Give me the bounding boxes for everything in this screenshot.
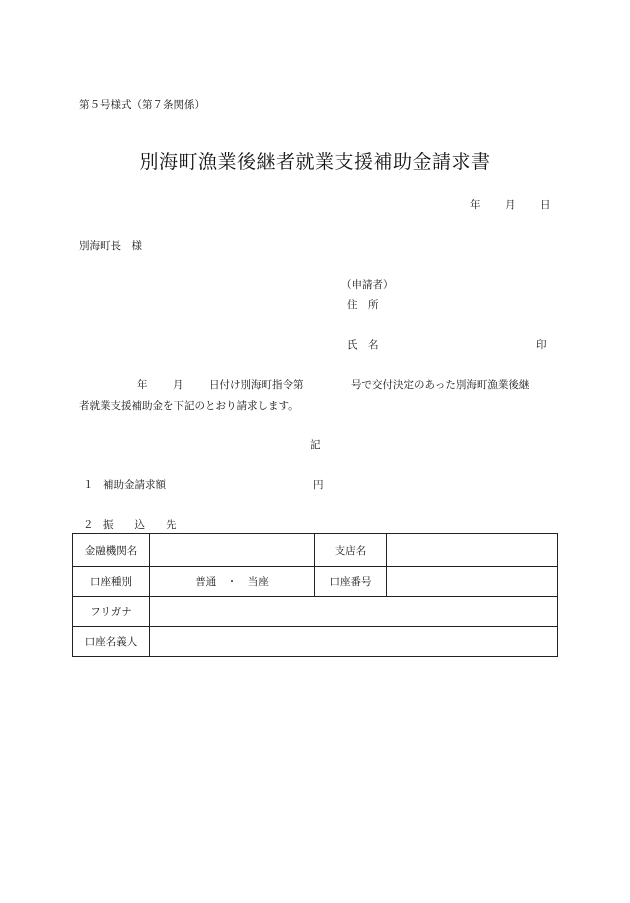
ki-heading: 記 [310, 439, 321, 451]
name-label: 氏 名 [347, 339, 379, 351]
table-row [73, 597, 558, 627]
table-row [73, 627, 558, 657]
page-title: 別海町漁業後継者就業支援補助金請求書 [139, 151, 491, 173]
seal-mark: 印 [536, 339, 547, 351]
account-number-field[interactable] [387, 567, 558, 597]
institution-field[interactable] [150, 534, 315, 567]
item-2-label: 振 込 先 [103, 519, 177, 531]
branch-label: 支店名 [315, 534, 387, 567]
body-day-ref: 日付け別海町指令第 [209, 379, 304, 391]
item-2-number: ２ [83, 519, 94, 531]
account-type-options[interactable]: 普通 ・ 当座 [150, 567, 315, 597]
table-row [73, 534, 558, 567]
form-number: 第５号様式（第７条関係） [79, 99, 205, 111]
body-year: 年 [137, 379, 148, 391]
item-1-label: 補助金請求額 [103, 479, 166, 491]
branch-field[interactable] [387, 534, 558, 567]
furigana-label: フリガナ [73, 597, 150, 627]
account-holder-label: 口座名義人 [73, 627, 150, 657]
furigana-field[interactable] [150, 597, 558, 627]
account-number-label: 口座番号 [315, 567, 387, 597]
date-day-label: 日 [540, 199, 551, 211]
date-month-label: 月 [505, 199, 516, 211]
addressee: 別海町長 様 [79, 240, 142, 252]
item-1-number: １ [83, 479, 94, 491]
table-row [73, 567, 558, 597]
applicant-heading: （申請者） [341, 279, 394, 291]
address-label: 住 所 [347, 299, 379, 311]
institution-label: 金融機関名 [73, 534, 150, 567]
account-holder-field[interactable] [150, 627, 558, 657]
date-year-label: 年 [470, 199, 481, 211]
body-number-ref: 号で交付決定のあった別海町漁業後継 [351, 379, 530, 391]
body-line-2: 者就業支援補助金を下記のとおり請求します。 [79, 400, 299, 412]
account-type-label: 口座種別 [73, 567, 150, 597]
item-1-unit: 円 [313, 479, 324, 491]
body-month: 月 [173, 379, 184, 391]
bank-account-table [72, 533, 558, 657]
